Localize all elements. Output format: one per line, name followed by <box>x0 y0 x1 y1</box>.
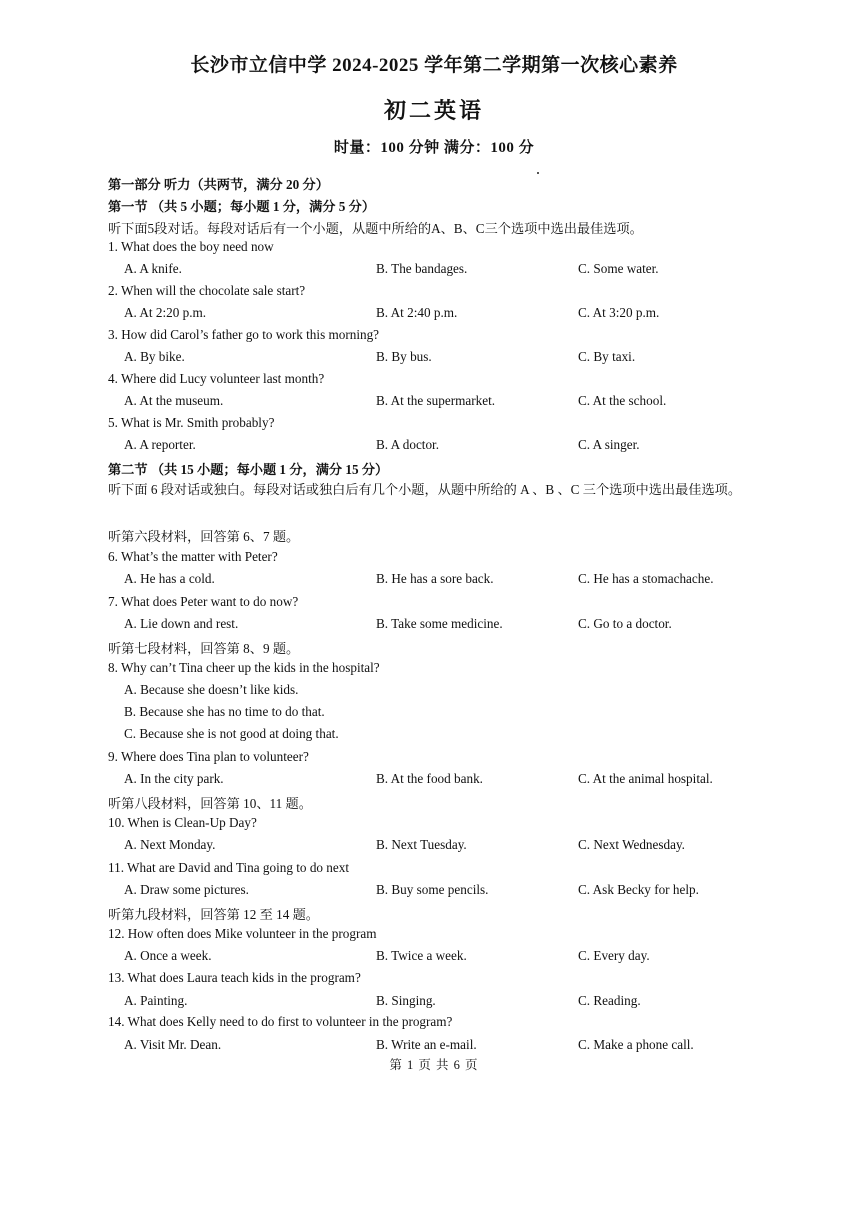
question-stem: 6. What’s the matter with Peter? <box>108 549 278 564</box>
option-b: B. At the food bank. <box>376 771 483 786</box>
question-stem: 11. What are David and Tina going to do next <box>108 860 350 875</box>
option-c: C. Some water. <box>578 261 659 276</box>
material-note: 听第七段材料，回答第 8、9 题。 <box>108 641 300 656</box>
option-a: A. Draw some pictures. <box>124 882 249 897</box>
question-stem: 10. When is Clean-Up Day? <box>108 815 257 830</box>
option-c: C. A singer. <box>578 437 640 452</box>
material-note: 听第八段材料，回答第 10、11 题。 <box>108 796 312 811</box>
question-stem: 12. How often does Mike volunteer in the program <box>108 926 377 941</box>
option-b: B. Take some medicine. <box>376 616 503 631</box>
material-note: 听第九段材料，回答第 12 至 14 题。 <box>108 907 319 922</box>
option-c: C. At the animal hospital. <box>578 771 713 786</box>
option-a: A. He has a cold. <box>124 571 215 586</box>
option-a: A. A reporter. <box>124 437 196 452</box>
option-c: C. He has a stomachache. <box>578 571 714 586</box>
option-a: A. Lie down and rest. <box>124 616 239 631</box>
option-b: B. At 2:40 p.m. <box>376 305 458 320</box>
option-a: A. Painting. <box>124 993 188 1008</box>
option-c: C. Next Wednesday. <box>578 837 685 852</box>
part1-heading: 第一部分 听力（共两节，满分 20 分） <box>108 177 329 192</box>
option-a: A. At the museum. <box>124 393 224 408</box>
question-stem: 2. When will the chocolate sale start? <box>108 283 306 298</box>
option-c: C. Reading. <box>578 993 641 1008</box>
section1-heading: 第一节 （共 5 小题；每小题 1 分，满分 5 分） <box>108 199 376 214</box>
time-score: 时量：100 分钟 满分：100 分 <box>333 140 535 156</box>
option-c: C. Make a phone call. <box>578 1037 694 1052</box>
section2-instruction: 听下面 6 段对话或独白。每段对话或独白后有几个小题，从题中所给的 A 、B 、C 三个选项中选出最佳选项。 <box>108 482 742 497</box>
option-a: A. Once a week. <box>124 948 212 963</box>
option-c: C. Because she is not good at doing that. <box>124 726 339 741</box>
option-b: B. Singing. <box>376 993 436 1008</box>
scan-speck <box>537 172 539 174</box>
option-b: B. Next Tuesday. <box>376 837 467 852</box>
option-b: B. Because she has no time to do that. <box>124 704 325 719</box>
option-a: A. Because she doesn’t like kids. <box>124 682 299 697</box>
option-a: A. By bike. <box>124 349 185 364</box>
exam-title: 长沙市立信中学 2024-2025 学年第二学期第一次核心素养 <box>190 55 678 76</box>
question-stem: 8. Why can’t Tina cheer up the kids in the hospital? <box>108 660 380 675</box>
option-a: A. At 2:20 p.m. <box>124 305 207 320</box>
question-stem: 14. What does Kelly need to do first to volunteer in the program? <box>108 1014 453 1029</box>
option-b: B. Write an e-mail. <box>376 1037 477 1052</box>
question-stem: 9. Where does Tina plan to volunteer? <box>108 749 309 764</box>
question-stem: 13. What does Laura teach kids in the program? <box>108 970 361 985</box>
option-b: B. He has a sore back. <box>376 571 494 586</box>
option-b: B. Twice a week. <box>376 948 467 963</box>
option-c: C. Every day. <box>578 948 650 963</box>
option-c: C. At the school. <box>578 393 667 408</box>
subject-title: 初二英语 <box>383 98 484 123</box>
option-b: B. The bandages. <box>376 261 468 276</box>
option-c: C. At 3:20 p.m. <box>578 305 660 320</box>
option-c: C. Ask Becky for help. <box>578 882 699 897</box>
question-stem: 7. What does Peter want to do now? <box>108 594 299 609</box>
option-a: A. In the city park. <box>124 771 224 786</box>
material-note: 听第六段材料，回答第 6、7 题。 <box>108 529 300 544</box>
option-c: C. Go to a doctor. <box>578 616 672 631</box>
question-stem: 3. How did Carol’s father go to work this morning? <box>108 327 380 342</box>
option-b: B. Buy some pencils. <box>376 882 489 897</box>
section1-instruction: 听下面5段对话。每段对话后有一个小题，从题中所给的A、B、C三个选项中选出最佳选项。 <box>108 221 643 236</box>
section2-heading: 第二节 （共 15 小题；每小题 1 分，满分 15 分） <box>108 462 389 477</box>
option-b: B. By bus. <box>376 349 432 364</box>
question-stem: 4. Where did Lucy volunteer last month? <box>108 371 325 386</box>
option-b: B. At the supermarket. <box>376 393 496 408</box>
option-a: A. Next Monday. <box>124 837 216 852</box>
option-c: C. By taxi. <box>578 349 636 364</box>
question-stem: 5. What is Mr. Smith probably? <box>108 415 275 430</box>
option-a: A. Visit Mr. Dean. <box>124 1037 222 1052</box>
option-b: B. A doctor. <box>376 437 440 452</box>
option-a: A. A knife. <box>124 261 182 276</box>
question-stem: 1. What does the boy need now <box>108 239 274 254</box>
page-number: 第 1 页 共 6 页 <box>389 1058 479 1072</box>
